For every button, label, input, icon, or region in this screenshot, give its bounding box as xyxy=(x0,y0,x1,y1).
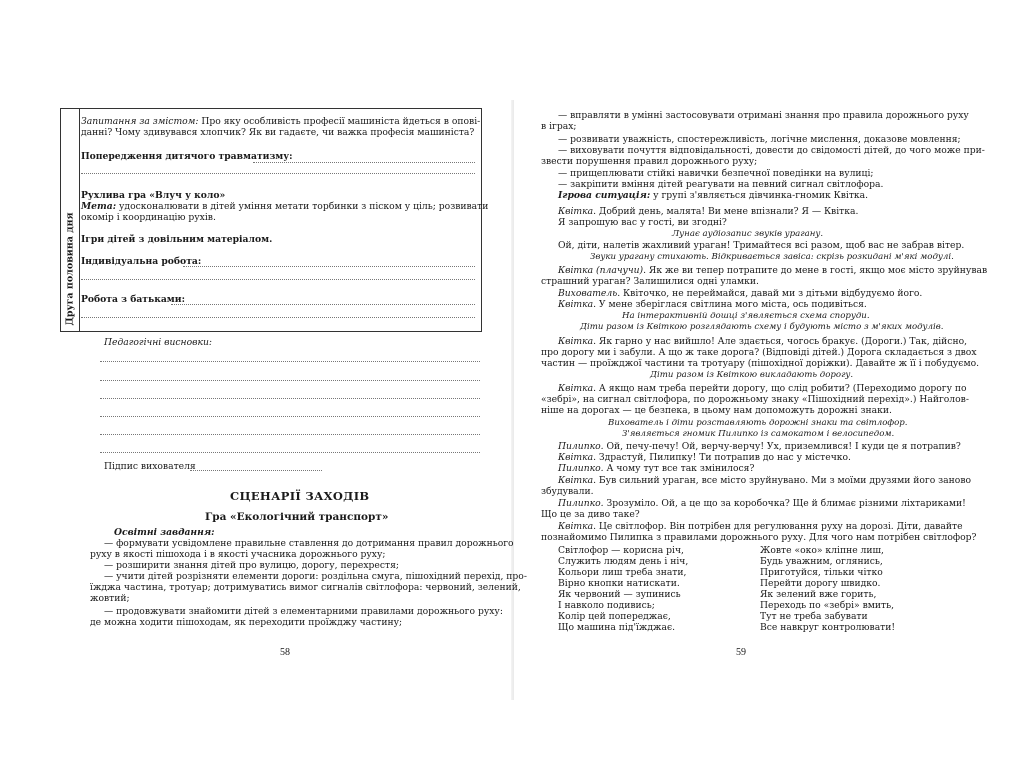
section-title: СЦЕНАРІЇ ЗАХОДІВ xyxy=(230,489,370,503)
poem-line: Все навкруг контролювати! xyxy=(760,622,896,633)
kvitka-line: ніше на дорогах — це безпека, в цьому нам допоможуть дорожні знаки. xyxy=(541,405,892,416)
plan-content xyxy=(81,109,489,331)
kvitka-line: Квітка. Це світлофор. Він потрібен для регулювання руху на дорозі. Діти, давайте xyxy=(558,521,963,532)
kvitka-line: страшний ураган? Залишилися одні уламки. xyxy=(541,276,759,287)
dotted-line xyxy=(100,434,480,435)
poem-line: Як зелений вже горить, xyxy=(760,589,877,600)
poem-line: Кольори лиш треба знати, xyxy=(558,567,687,578)
poem-line: Жовте «око» кліпне лиш, xyxy=(760,545,884,556)
game-title: Рухлива гра «Влуч у коло» xyxy=(81,190,226,201)
task-line: — вправляти в умінні застосовувати отримані знання про правила дорожнього руху xyxy=(558,110,969,121)
poem-line: І навколо подивись; xyxy=(558,600,655,611)
task-line: звести порушення правил дорожнього руху; xyxy=(541,156,758,167)
task-line: — формувати усвідомлене правильне ставлення до дотримання правил дорожнього xyxy=(104,538,514,549)
dotted-line xyxy=(171,304,475,305)
poem-line: Служить людям день і ніч, xyxy=(558,556,689,567)
goal-line-1: Мета: удосконалювати в дітей уміння метати торбинки з піском у ціль; розвивати xyxy=(81,201,489,212)
task-line: — закріпити вміння дітей реагувати на певний сигнал світлофора. xyxy=(558,179,884,190)
kvitka-line: Квітка. Здрастуй, Пилипку! Ти потрапив до нас у містечко. xyxy=(558,452,851,463)
stage-direction: Звуки урагану стихають. Відкривається завіса: скрізь розкидані м'які модулі. xyxy=(590,252,954,262)
stage-direction: Діти разом із Квіткою розглядають схему і будують місто з м'яких модулів. xyxy=(580,322,944,332)
dotted-line xyxy=(81,173,475,174)
stage-direction: Діти разом із Квіткою викладають дорогу. xyxy=(650,370,854,380)
dotted-line xyxy=(100,416,480,417)
left-page-number: 58 xyxy=(280,647,290,658)
poem-line: Приготуйся, тільки чітко xyxy=(760,567,883,578)
question-line-2: данні? Чому здивувався хлопчик? Як ви гадаєте, чи важка професія машиніста? xyxy=(81,127,475,138)
poem-line: Колір цей попереджає, xyxy=(558,611,671,622)
pylypko-line: Пилипко. Ой, печу-печу! Ой, верчу-верчу! Ух, приземлився! І куди це я потрапив? xyxy=(558,441,961,452)
task-line: — прищеплювати стійкі навички безпечної поведінки на вулиці; xyxy=(558,168,874,179)
vertical-label: Друга половина дня xyxy=(64,212,76,326)
task-line: — продовжувати знайомити дітей з елементарними правилами дорожнього руху: xyxy=(104,606,503,617)
task-line: — розвивати уважність, спостережливість, логічне мислення, доказове мовлення; xyxy=(558,134,961,145)
poem-line: Світлофор — корисна річ, xyxy=(558,545,684,556)
kvitka-line: Квітка. Добрий день, малята! Ви мене впізнали? Я — Квітка. xyxy=(558,206,859,217)
educator-line: Вихователь. Квіточко, не переймайся, давай ми з дітьми відбудуємо його. xyxy=(558,288,923,299)
kvitka-line: про дорогу ми і забули. А що ж таке дорога? (Відповіді дітей.) Дорога складається з двох xyxy=(541,347,977,358)
game-heading: Гра «Екологічний транспорт» xyxy=(205,511,389,523)
kvitka-line: познайомимо Пилипка з правилами дорожнього руху. Для чого нам потрібен світлофор? xyxy=(541,532,977,543)
task-line: — розширити знання дітей про вулицю, дорогу, перехрестя; xyxy=(104,560,399,571)
dotted-line xyxy=(100,452,480,453)
task-line: їжджа частина, тротуар; дотримуватись вимог сигналів світлофора: червоний, зелений, xyxy=(90,582,521,593)
kvitka-line: збудували. xyxy=(541,486,594,497)
parents-work-label: Робота з батьками: xyxy=(81,294,185,305)
task-line: руху в якості пішохода і в якості учасника дорожнього руху; xyxy=(90,549,386,560)
task-line: — учити дітей розрізняти елементи дороги: роздільна смуга, пішохідний перехід, про- xyxy=(104,571,527,582)
poem-line: Вірно кнопки натискати. xyxy=(558,578,680,589)
individual-work-label: Індивідуальна робота: xyxy=(81,256,202,267)
dotted-line xyxy=(81,317,475,318)
afternoon-plan-box xyxy=(60,108,489,332)
poem-line: Переходь по «зебрі» вмить, xyxy=(760,600,895,611)
kvitka-line: «зебрі», на сигнал світлофора, по дорожньому знаку «Пішохідний перехід».) Найголов- xyxy=(541,394,969,405)
poem-line: Що машина під'їжджає. xyxy=(558,622,676,633)
poem-line: Перейти дорогу швидко. xyxy=(760,578,881,589)
stage-direction: З'являється гномик Пилипко із самокатом і велосипедом. xyxy=(622,429,895,439)
poem-line: Як червоний — зупинись xyxy=(558,589,681,600)
injury-prevention-label: Попередження дитячого травматизму: xyxy=(81,151,293,162)
poem-line: Будь уважним, оглянись, xyxy=(760,556,883,567)
pylypko-line: Пилипко. Зрозуміло. Ой, а це що за коробочка? Ще й блимає різними ліхтариками! xyxy=(558,498,966,509)
stage-direction: Вихователь і діти розставляють дорожні знаки та світлофор. xyxy=(608,418,908,428)
free-games-label: Ігри дітей з довільним матеріалом. xyxy=(81,234,273,245)
dotted-line xyxy=(183,266,475,267)
task-line: — виховувати почуття відповідальності, довести до свідомості дітей, до чого може при- xyxy=(558,145,985,156)
signature-label: Підпис вихователя xyxy=(104,461,196,472)
stage-direction: Лунає аудіозапис звуків урагану. xyxy=(672,229,824,239)
kvitka-line: Я запрошую вас у гості, ви згодні? xyxy=(558,217,727,228)
signature-line xyxy=(190,470,322,471)
stage-direction: На інтерактивній дошці з'являється схема споруди. xyxy=(622,311,870,321)
pylypko-line: Що це за диво таке? xyxy=(541,509,640,520)
task-line: жовтий; xyxy=(90,593,130,604)
tasks-label: Освітні завдання: xyxy=(114,527,215,538)
vertical-label-column xyxy=(61,109,80,331)
kvitka-line: Квітка. У мене зберіглася світлина мого міста, ось подивіться. xyxy=(558,299,867,310)
right-page-number: 59 xyxy=(736,647,746,658)
dotted-line xyxy=(81,279,475,280)
pedagogical-conclusions-label: Педагогічні висновки: xyxy=(104,337,212,348)
dotted-line xyxy=(253,162,475,163)
dotted-line xyxy=(100,398,480,399)
kvitka-line: Квітка. Був сильний ураган, все місто зруйнувано. Ми з моїми друзями його заново xyxy=(558,475,972,486)
game-situation: Ігрова ситуація: у групі з'являється дівчинка-гномик Квітка. xyxy=(558,190,869,201)
dotted-line xyxy=(100,380,480,381)
kvitka-line: Квітка. А якщо нам треба перейти дорогу, що слід робити? (Переходимо дорогу по xyxy=(558,383,967,394)
goal-line-2: окомір і координацію рухів. xyxy=(81,212,216,223)
kvitka-line: Квітка (плачучи). Як же ви тепер потрапите до мене в гості, якщо моє місто зруйнував xyxy=(558,265,988,276)
dotted-line xyxy=(100,361,480,362)
question-line-1: Запитання за змістом: Про яку особливість професії машиніста йдеться в опові- xyxy=(81,116,481,127)
kvitka-line: частин — проїжджої частини та тротуару (пішохідної доріжки). Давайте ж її і побудуємо. xyxy=(541,358,980,369)
kvitka-line: Квітка. Як гарно у нас вийшло! Але здається, чогось бракує. (Дороги.) Так, дійсно, xyxy=(558,336,968,347)
poem-line: Тут не треба забувати xyxy=(760,611,868,622)
task-line: в іграх; xyxy=(541,121,577,132)
task-line: де можна ходити пішоходам, як переходити проїжджу частину; xyxy=(90,617,403,628)
narration-line: Ой, діти, налетів жахливий ураган! Тримайтеся всі разом, щоб вас не забрав вітер. xyxy=(558,240,965,251)
pylypko-line: Пилипко. А чому тут все так змінилося? xyxy=(558,463,755,474)
